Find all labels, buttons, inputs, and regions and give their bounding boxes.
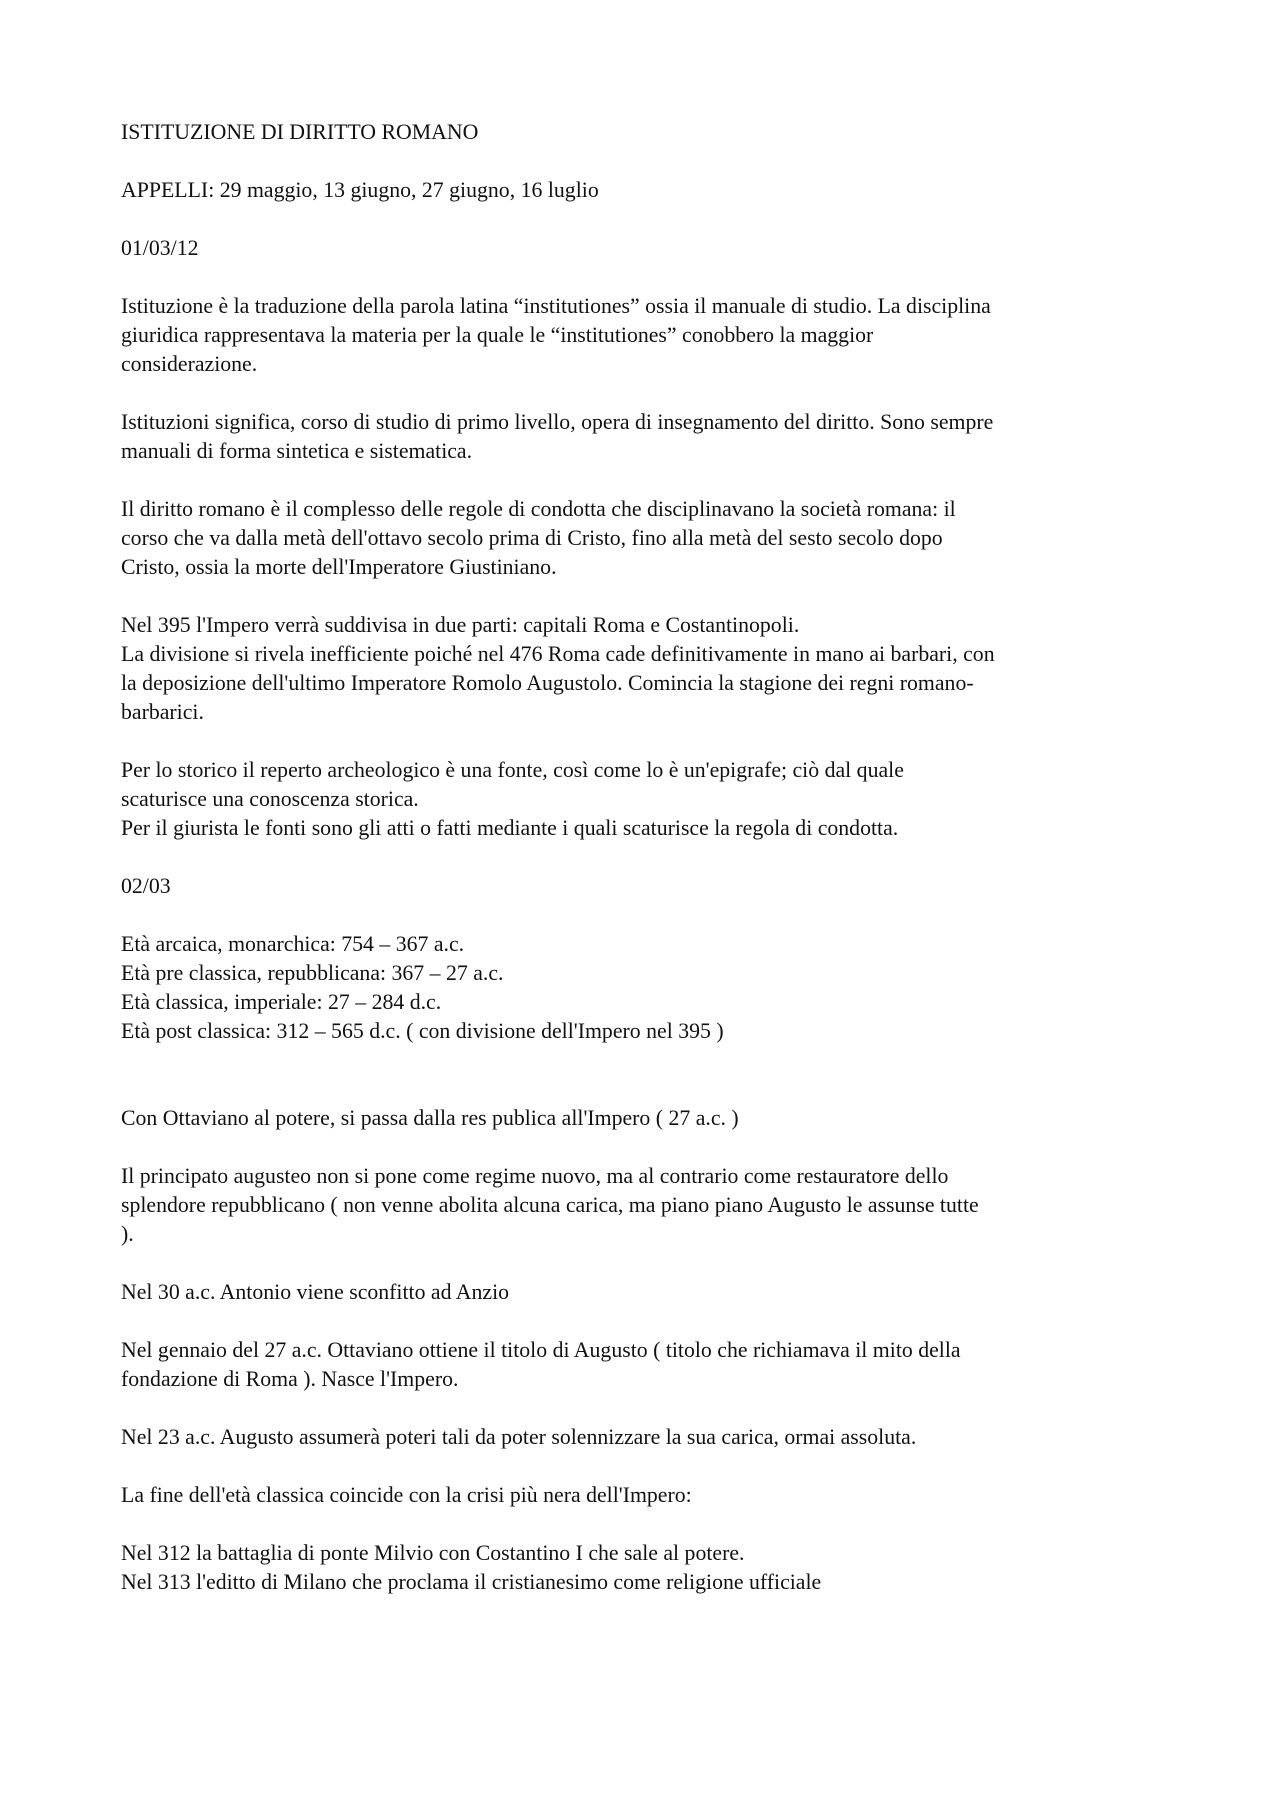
text-line: Il diritto romano è il complesso delle regole di condotta che disciplinavano la società romana: il bbox=[121, 497, 956, 521]
text-line: Con Ottaviano al potere, si passa dalla res publica all'Impero ( 27 a.c. ) bbox=[121, 1106, 739, 1130]
text-line: manuali di forma sintetica e sistematica. bbox=[121, 439, 473, 463]
paragraph bbox=[121, 1423, 1171, 1452]
paragraph bbox=[121, 408, 1171, 466]
text-line: fondazione di Roma ). Nasce l'Impero. bbox=[121, 1367, 459, 1391]
text-line: Nel 395 l'Impero verrà suddivisa in due parti: capitali Roma e Costantinopoli. bbox=[121, 613, 800, 637]
paragraph bbox=[121, 1278, 1171, 1307]
paragraph bbox=[121, 292, 1171, 379]
text-line: giuridica rappresentava la materia per la quale le “institutiones” conobbero la maggior bbox=[121, 323, 874, 347]
paragraph bbox=[121, 611, 1171, 727]
text-line: Nel 313 l'editto di Milano che proclama il cristianesimo come religione ufficiale bbox=[121, 1570, 822, 1594]
paragraph bbox=[121, 1104, 1171, 1133]
text-line: Nel 30 a.c. Antonio viene sconfitto ad Anzio bbox=[121, 1280, 510, 1304]
exam-dates: APPELLI: 29 maggio, 13 giugno, 27 giugno, 16 luglio bbox=[121, 178, 599, 202]
paragraph bbox=[121, 1336, 1171, 1394]
text-line: considerazione. bbox=[121, 352, 258, 376]
text-line: la deposizione dell'ultimo Imperatore Romolo Augustolo. Comincia la stagione dei regni romano- bbox=[121, 671, 974, 695]
period-item: Età classica, imperiale: 27 – 284 d.c. bbox=[121, 990, 442, 1014]
period-item: Età post classica: 312 – 565 d.c. ( con divisione dell'Impero nel 395 ) bbox=[121, 1019, 724, 1043]
text-line: Per il giurista le fonti sono gli atti o fatti mediante i quali scaturisce la regola di condotta. bbox=[121, 816, 899, 840]
text-line: Nel gennaio del 27 a.c. Ottaviano ottiene il titolo di Augusto ( titolo che richiamava il mito della bbox=[121, 1338, 961, 1362]
text-line: Nel 312 la battaglia di ponte Milvio con Costantino I che sale al potere. bbox=[121, 1541, 745, 1565]
period-item: Età arcaica, monarchica: 754 – 367 a.c. bbox=[121, 932, 465, 956]
period-item: Età pre classica, repubblicana: 367 – 27 a.c. bbox=[121, 961, 504, 985]
paragraph bbox=[121, 1481, 1171, 1510]
text-line: La divisione si rivela inefficiente poiché nel 476 Roma cade definitivamente in mano ai barbari, con bbox=[121, 642, 995, 666]
date-heading: 01/03/12 bbox=[121, 236, 199, 260]
blank-line bbox=[121, 1075, 1171, 1104]
text-line: La fine dell'età classica coincide con la crisi più nera dell'Impero: bbox=[121, 1483, 692, 1507]
text-line: splendore repubblicano ( non venne abolita alcuna carica, ma piano piano Augusto le assunse tutte bbox=[121, 1193, 979, 1217]
text-line: ). bbox=[121, 1222, 134, 1246]
paragraph bbox=[121, 495, 1171, 582]
paragraph bbox=[121, 1539, 1171, 1597]
text-line: Nel 23 a.c. Augusto assumerà poteri tali da poter solennizzare la sua carica, ormai assoluta. bbox=[121, 1425, 917, 1449]
document-title: ISTITUZIONE DI DIRITTO ROMANO bbox=[121, 120, 479, 144]
periods-list bbox=[121, 930, 1171, 1046]
date-heading: 02/03 bbox=[121, 874, 171, 898]
text-line: Cristo, ossia la morte dell'Imperatore Giustiniano. bbox=[121, 555, 557, 579]
text-line: scaturisce una conoscenza storica. bbox=[121, 787, 419, 811]
text-line: Il principato augusteo non si pone come regime nuovo, ma al contrario come restauratore dello bbox=[121, 1164, 949, 1188]
paragraph bbox=[121, 756, 1171, 843]
text-line: corso che va dalla metà dell'ottavo secolo prima di Cristo, fino alla metà del sesto secolo dopo bbox=[121, 526, 943, 550]
paragraph bbox=[121, 1162, 1171, 1249]
text-line: Per lo storico il reperto archeologico è una fonte, così come lo è un'epigrafe; ciò dal quale bbox=[121, 758, 904, 782]
document-page bbox=[121, 118, 1171, 1626]
text-line: Istituzioni significa, corso di studio di primo livello, opera di insegnamento del diritto. Sono sempre bbox=[121, 410, 994, 434]
text-line: Istituzione è la traduzione della parola latina “institutiones” ossia il manuale di studio. La disciplina bbox=[121, 294, 991, 318]
text-line: barbarici. bbox=[121, 700, 204, 724]
